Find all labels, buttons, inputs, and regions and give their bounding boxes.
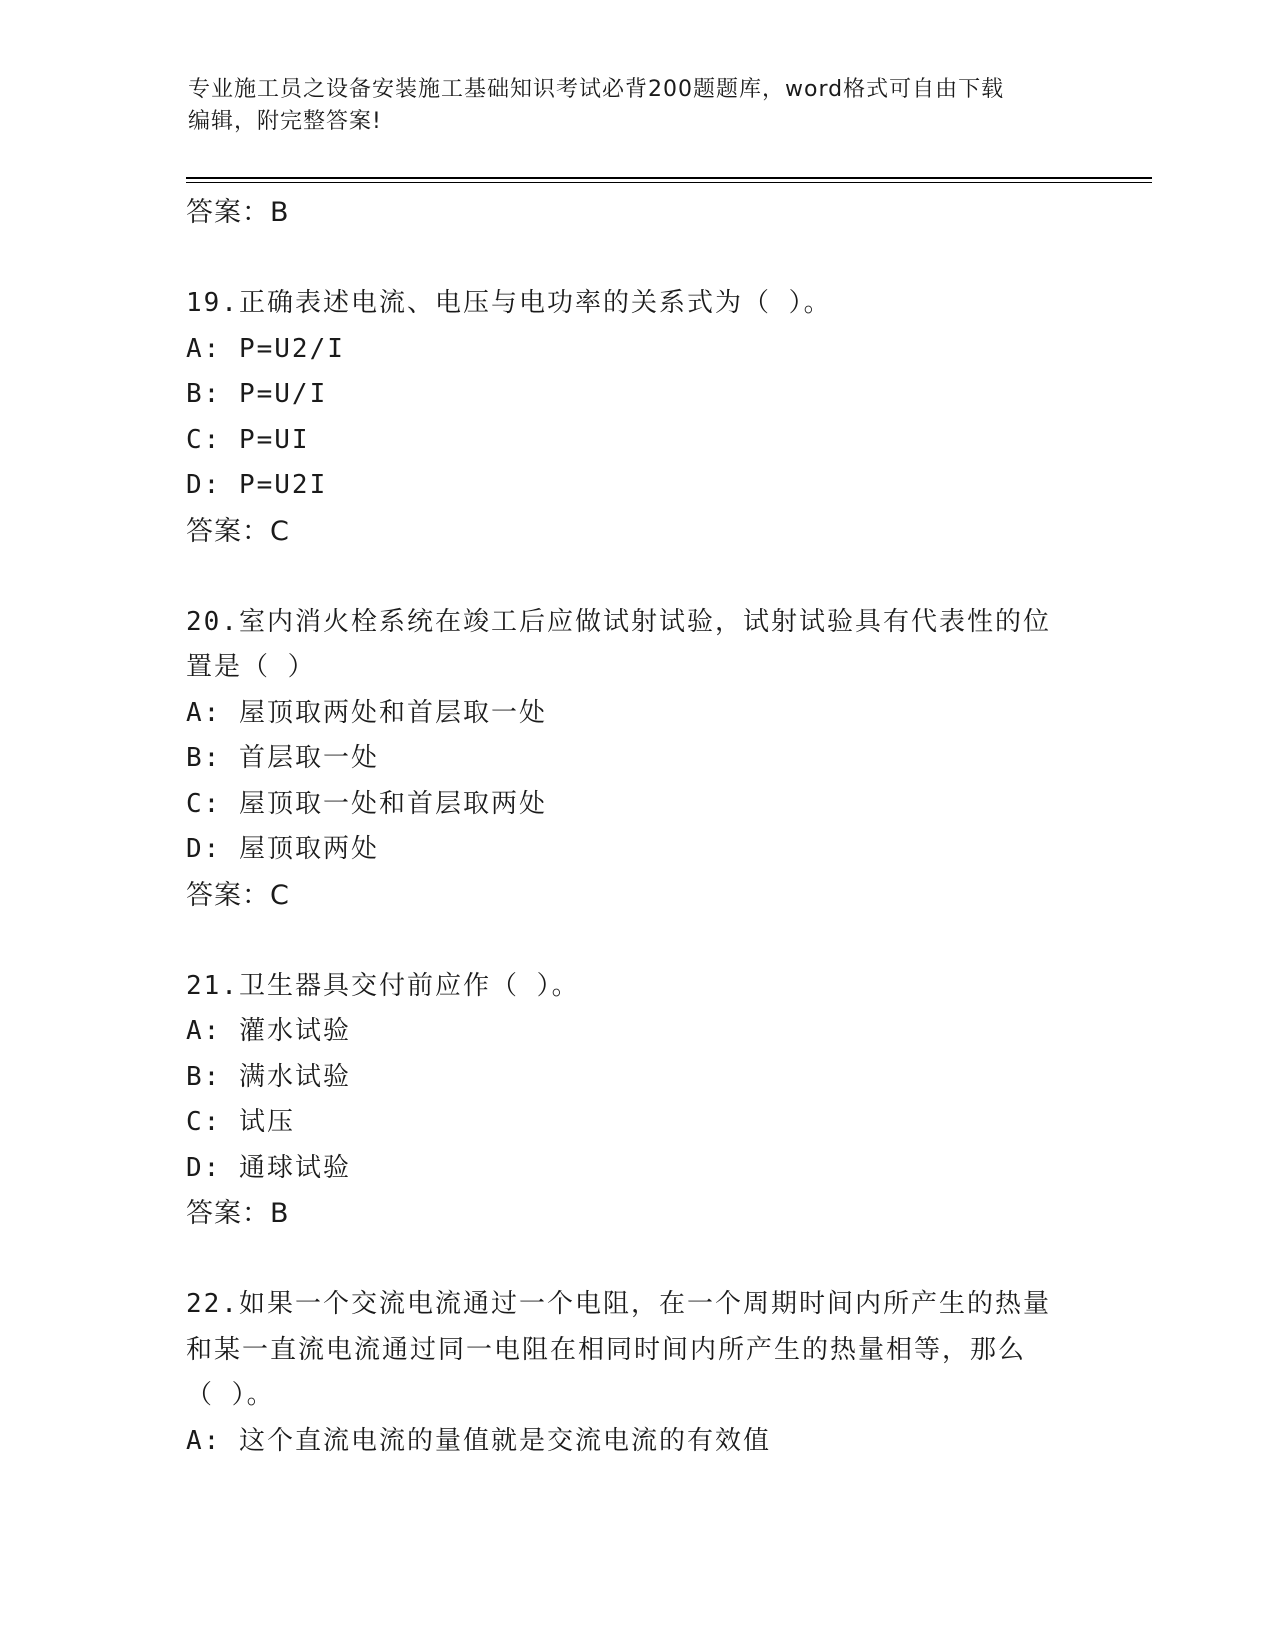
question-block — [186, 600, 1086, 919]
question-text: 22.如果一个交流电流通过一个电阻，在一个周期时间内所产生的热量 — [186, 1289, 1051, 1319]
question-block — [186, 964, 1086, 1237]
question-text-continued: （ ）。 — [186, 1380, 275, 1410]
option-a: A: 灌水试验 — [186, 1016, 351, 1046]
option-b: B: 首层取一处 — [186, 743, 379, 773]
header-line-1: 专业施工员之设备安装施工基础知识考试必背200题题库，word格式可自由下载 — [188, 77, 1005, 102]
option-d: D: 通球试验 — [186, 1152, 351, 1183]
header-divider — [186, 177, 1152, 183]
question-text-continued: 置是（ ） — [186, 652, 316, 682]
option-c: C: P=UI — [186, 424, 310, 455]
option-c: C: 屋顶取一处和首层取两处 — [186, 788, 547, 819]
option-c: C: 试压 — [186, 1107, 295, 1137]
question-text-continued: 和某一直流电流通过同一电阻在相同时间内所产生的热量相等，那么 — [186, 1334, 1027, 1365]
document-body — [186, 190, 1086, 1464]
option-a: A: 屋顶取两处和首层取一处 — [186, 697, 547, 728]
header-line-2: 编辑，附完整答案! — [188, 109, 382, 134]
option-a: A: 这个直流电流的量值就是交流电流的有效值 — [186, 1425, 771, 1456]
answer-text: 答案：C — [186, 879, 290, 911]
answer-text: 答案：C — [186, 515, 290, 547]
page-header — [188, 74, 1068, 138]
spacer — [186, 918, 1086, 964]
question-block — [186, 281, 1086, 554]
option-d: D: 屋顶取两处 — [186, 834, 379, 864]
option-a: A: P=U2/I — [186, 333, 345, 364]
option-d: D: P=U2I — [186, 470, 328, 500]
question-text: 19.正确表述电流、电压与电功率的关系式为（ ）。 — [186, 288, 832, 318]
previous-answer: 答案：B — [186, 197, 290, 228]
question-text: 21.卫生器具交付前应作（ ）。 — [186, 970, 580, 1001]
spacer — [186, 554, 1086, 600]
spacer — [186, 236, 1086, 282]
spacer — [186, 1237, 1086, 1283]
answer-text: 答案：B — [186, 1198, 290, 1229]
question-block — [186, 1282, 1086, 1464]
question-text: 20.室内消火栓系统在竣工后应做试射试验，试射试验具有代表性的位 — [186, 606, 1051, 637]
option-b: B: 满水试验 — [186, 1061, 351, 1092]
option-b: B: P=U/I — [186, 379, 328, 409]
